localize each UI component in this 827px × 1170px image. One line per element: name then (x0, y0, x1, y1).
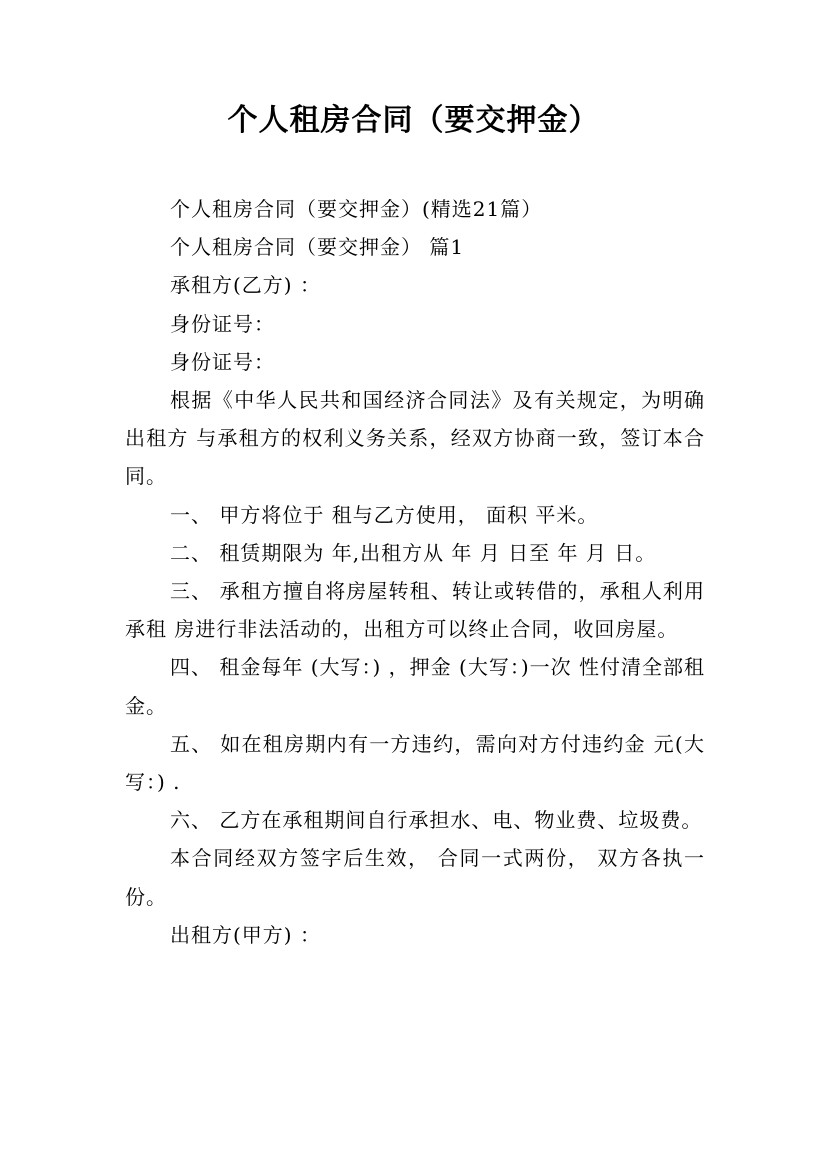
paragraph-clause-4: 四、 租金每年 (大写：) ，押金 (大写：)一次 性付清全部租金。 (125, 655, 705, 718)
document-title: 个人租房合同（要交押金） (227, 103, 600, 138)
paragraph-preamble: 根据《中华人民共和国经济合同法》及有关规定，为明确出租方 与承租方的权利义务关系，经双方协商一致，签订本合同。 (125, 388, 705, 489)
paragraph-lessor-label: 出租方(甲方) ： (170, 922, 321, 947)
paragraph-subtitle: 个人租房合同（要交押金）(精选21篇） (170, 197, 543, 221)
paragraph-clause-3: 三、 承租方擅自将房屋转租、转让或转借的，承租人利用承租 房进行非法活动的，出租方可以终止合同，收回房屋。 (125, 579, 705, 642)
document-body (125, 190, 705, 954)
paragraph-id-number-2: 身份证号： (170, 349, 275, 374)
paragraph-section-heading: 个人租房合同（要交押金） 篇1 (170, 235, 465, 260)
paragraph-clause-5: 五、 如在租房期内有一方违约，需向对方付违约金 元(大写：) . (125, 731, 705, 795)
paragraph-clause-2: 二、 租赁期限为 年,出租方从 年 月 日至 年 月 日。 (170, 540, 657, 565)
paragraph-id-number-1: 身份证号： (170, 311, 275, 336)
paragraph-clause-6: 六、 乙方在承租期间自行承担水、电、物业费、垃圾费。 (170, 808, 703, 833)
paragraph-lessee-label: 承租方(乙方) ： (170, 273, 321, 298)
paragraph-clause-1: 一、 甲方将位于 租与乙方使用， 面积 平米。 (170, 502, 599, 527)
paragraph-closing: 本合同经双方签字后生效， 合同一式两份， 双方各执一份。 (125, 846, 705, 909)
